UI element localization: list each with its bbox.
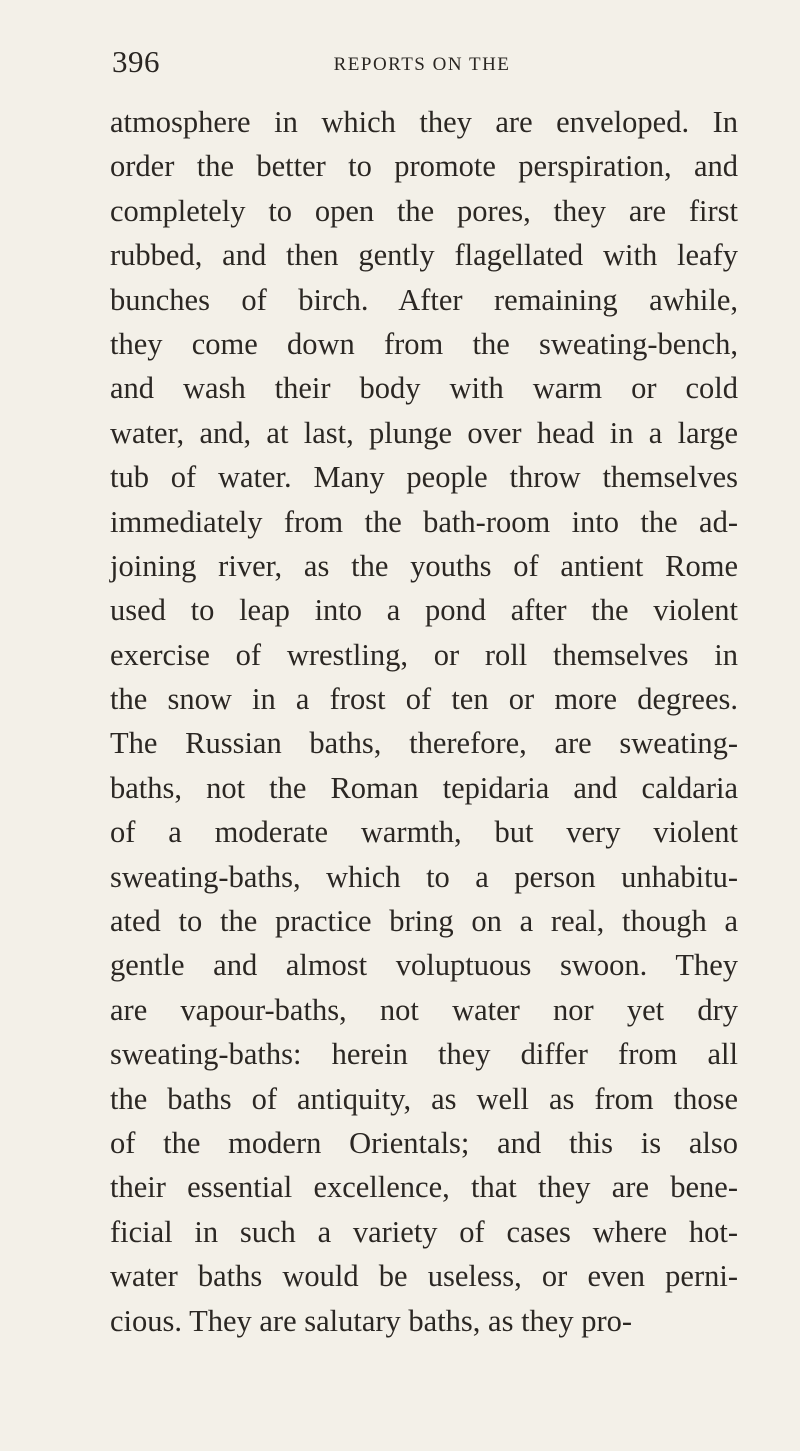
text-line: gentle and almost voluptuous swoon. They bbox=[110, 948, 738, 983]
text-line: cious. They are salutary baths, as they pro- bbox=[110, 1303, 633, 1338]
text-line: baths, not the Roman tepidaria and caldaria bbox=[110, 770, 738, 805]
text-line: rubbed, and then gently flagellated with leafy bbox=[110, 238, 738, 273]
text-line: The Russian baths, therefore, are sweating- bbox=[110, 726, 738, 761]
text-line: atmosphere in which they are enveloped. In bbox=[110, 105, 738, 139]
text-line: the snow in a frost of ten or more degrees. bbox=[110, 682, 738, 717]
text-line: they come down from the sweating-bench, bbox=[110, 326, 738, 361]
text-line: water, and, at last, plunge over head in a large bbox=[110, 415, 738, 450]
text-line: tub of water. Many people throw themselves bbox=[110, 460, 738, 495]
text-line: of the modern Orientals; and this is also bbox=[110, 1125, 738, 1160]
body-text bbox=[110, 100, 738, 1343]
running-head: REPORTS ON THE bbox=[333, 54, 511, 75]
page-header bbox=[112, 44, 732, 84]
text-line: of a moderate warmth, but very violent bbox=[110, 815, 738, 850]
text-line: used to leap into a pond after the violent bbox=[110, 593, 738, 628]
text-line: exercise of wrestling, or roll themselves in bbox=[110, 637, 738, 672]
text-line: are vapour-baths, not water nor yet dry bbox=[110, 992, 738, 1027]
text-line: water baths would be useless, or even perni- bbox=[110, 1259, 738, 1294]
text-line: immediately from the bath-room into the ad- bbox=[110, 504, 738, 539]
text-line: the baths of antiquity, as well as from those bbox=[110, 1081, 738, 1116]
text-line: ated to the practice bring on a real, though a bbox=[110, 904, 738, 939]
text-line: sweating-baths: herein they differ from all bbox=[110, 1037, 738, 1072]
text-line: ficial in such a variety of cases where hot- bbox=[110, 1214, 738, 1249]
text-line: and wash their body with warm or cold bbox=[110, 371, 738, 406]
text-line: order the better to promote perspiration, and bbox=[110, 149, 738, 184]
text-line: joining river, as the youths of antient Rome bbox=[110, 548, 738, 583]
text-line: sweating-baths, which to a person unhabitu- bbox=[110, 859, 738, 894]
page-number: 396 bbox=[112, 44, 160, 79]
text-line: completely to open the pores, they are first bbox=[110, 193, 738, 228]
text-line: their essential excellence, that they are bene- bbox=[110, 1170, 738, 1205]
text-line: bunches of birch. After remaining awhile, bbox=[110, 282, 738, 317]
